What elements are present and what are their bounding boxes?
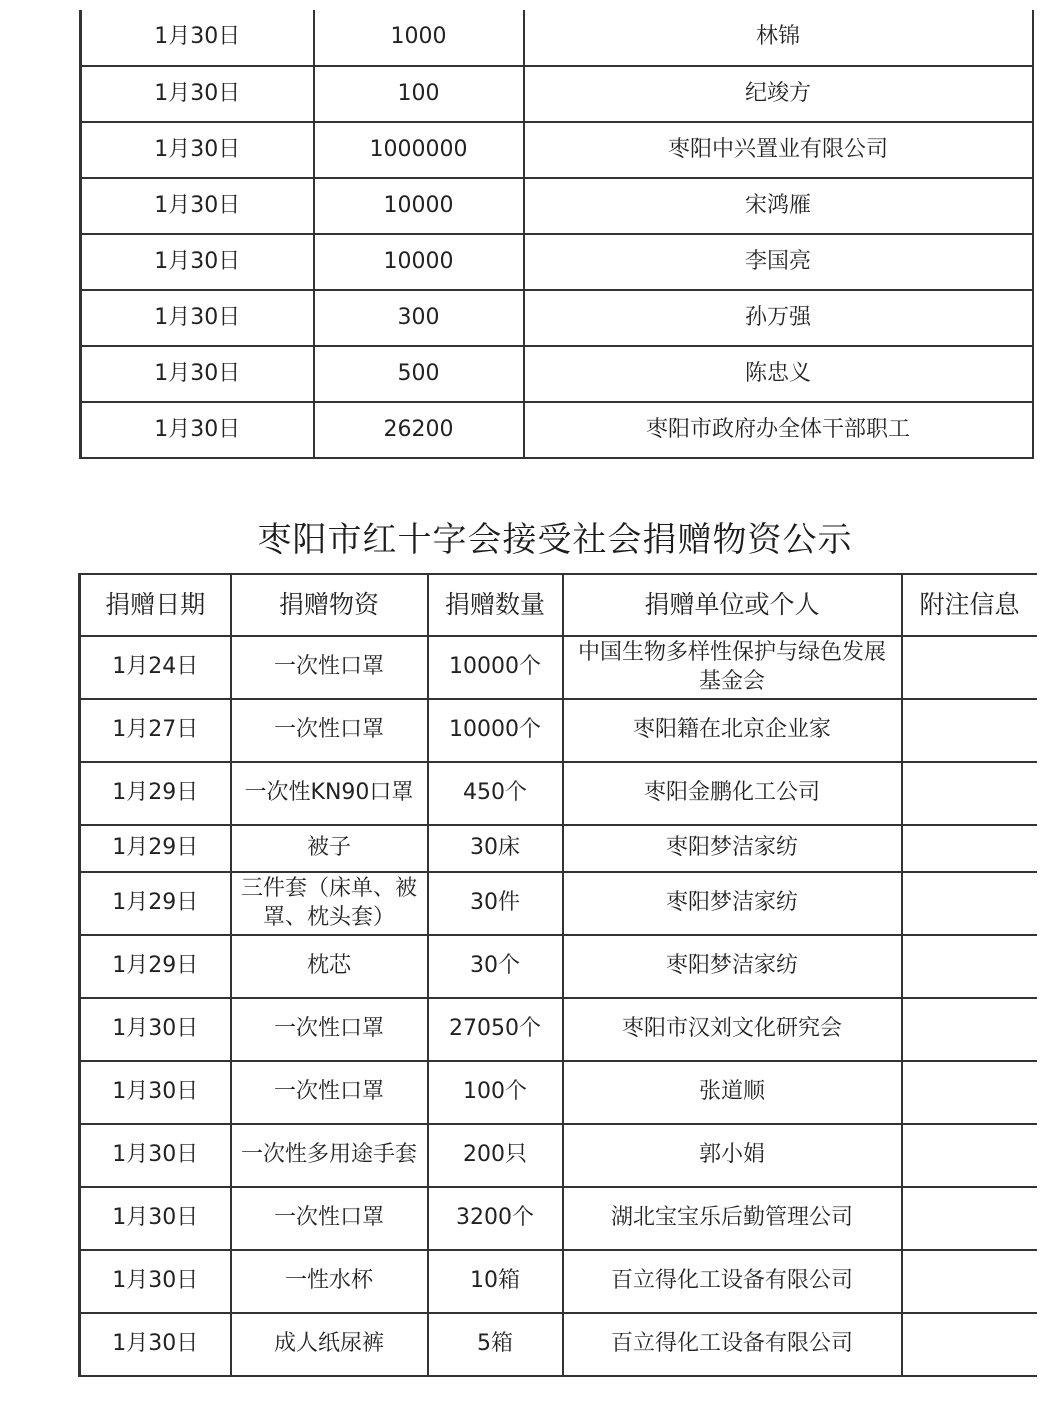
date-cell: 1月30日 (80, 1124, 231, 1187)
item-cell: 一次性口罩 (231, 1187, 428, 1250)
note-cell (902, 1313, 1037, 1376)
quantity-cell: 27050个 (428, 998, 563, 1061)
date-cell: 1月27日 (80, 699, 231, 762)
date-cell: 1月29日 (80, 762, 231, 825)
date-cell: 1月24日 (80, 636, 231, 699)
item-cell: 一次性口罩 (231, 998, 428, 1061)
donor-cell: 枣阳金鹏化工公司 (563, 762, 902, 825)
donor-cell: 枣阳中兴置业有限公司 (524, 122, 1033, 178)
goods-donation-rows (80, 636, 1037, 1376)
donor-cell: 中国生物多样性保护与绿色发展基金会 (563, 636, 902, 699)
item-cell: 枕芯 (231, 935, 428, 998)
quantity-cell: 450个 (428, 762, 563, 825)
donor-cell: 纪竣方 (524, 66, 1033, 122)
amount-cell: 1000000 (314, 122, 524, 178)
goods-table-header (80, 574, 1037, 636)
amount-cell: 300 (314, 290, 524, 346)
quantity-cell: 100个 (428, 1061, 563, 1124)
donor-cell: 陈忠义 (524, 346, 1033, 402)
table-row (80, 636, 1037, 699)
table-row (80, 1124, 1037, 1187)
donor-cell: 枣阳市汉刘文化研究会 (563, 998, 902, 1061)
amount-cell: 500 (314, 346, 524, 402)
note-cell (902, 1124, 1037, 1187)
date-cell: 1月30日 (81, 290, 314, 346)
donor-cell: 林锦 (524, 10, 1033, 66)
note-cell (902, 825, 1037, 872)
table-row (80, 998, 1037, 1061)
quantity-cell: 30件 (428, 872, 563, 935)
header-item: 捐赠物资 (231, 574, 428, 636)
table-row (81, 178, 1033, 234)
note-cell (902, 636, 1037, 699)
table-row (81, 290, 1033, 346)
donor-cell: 枣阳梦洁家纺 (563, 935, 902, 998)
table-row (81, 122, 1033, 178)
note-cell (902, 1061, 1037, 1124)
header-quantity: 捐赠数量 (428, 574, 563, 636)
quantity-cell: 10000个 (428, 636, 563, 699)
header-date: 捐赠日期 (80, 574, 231, 636)
donor-cell: 百立得化工设备有限公司 (563, 1313, 902, 1376)
goods-donation-table (78, 573, 1037, 1377)
date-cell: 1月30日 (80, 1061, 231, 1124)
date-cell: 1月30日 (81, 346, 314, 402)
item-cell: 一次性KN90口罩 (231, 762, 428, 825)
note-cell (902, 1187, 1037, 1250)
note-cell (902, 699, 1037, 762)
donor-cell: 李国亮 (524, 234, 1033, 290)
header-row (80, 574, 1037, 636)
cash-donation-table (79, 10, 1034, 459)
item-cell: 一性水杯 (231, 1250, 428, 1313)
table-row (81, 66, 1033, 122)
donor-cell: 宋鸿雁 (524, 178, 1033, 234)
amount-cell: 100 (314, 66, 524, 122)
date-cell: 1月30日 (81, 234, 314, 290)
table-row (80, 825, 1037, 872)
item-cell: 三件套（床单、被罩、枕头套） (231, 872, 428, 935)
date-cell: 1月30日 (80, 1250, 231, 1313)
quantity-cell: 30个 (428, 935, 563, 998)
date-cell: 1月30日 (81, 178, 314, 234)
donor-cell: 张道顺 (563, 1061, 902, 1124)
table-row (80, 1187, 1037, 1250)
header-note: 附注信息 (902, 574, 1037, 636)
donor-cell: 郭小娟 (563, 1124, 902, 1187)
item-cell: 一次性口罩 (231, 636, 428, 699)
amount-cell: 10000 (314, 234, 524, 290)
table-row (80, 762, 1037, 825)
donor-cell: 湖北宝宝乐后勤管理公司 (563, 1187, 902, 1250)
quantity-cell: 10000个 (428, 699, 563, 762)
amount-cell: 10000 (314, 178, 524, 234)
table-row (80, 872, 1037, 935)
quantity-cell: 30床 (428, 825, 563, 872)
date-cell: 1月30日 (81, 66, 314, 122)
date-cell: 1月30日 (81, 402, 314, 458)
table-row (80, 1061, 1037, 1124)
date-cell: 1月29日 (80, 825, 231, 872)
donor-cell: 孙万强 (524, 290, 1033, 346)
date-cell: 1月29日 (80, 935, 231, 998)
donor-cell: 枣阳市政府办全体干部职工 (524, 402, 1033, 458)
table-row (80, 699, 1037, 762)
note-cell (902, 762, 1037, 825)
item-cell: 一次性多用途手套 (231, 1124, 428, 1187)
item-cell: 成人纸尿裤 (231, 1313, 428, 1376)
goods-table-title: 枣阳市红十字会接受社会捐赠物资公示 (257, 520, 853, 560)
donor-cell: 枣阳梦洁家纺 (563, 825, 902, 872)
amount-cell: 26200 (314, 402, 524, 458)
date-cell: 1月29日 (80, 872, 231, 935)
table-row (81, 234, 1033, 290)
table-row (80, 1250, 1037, 1313)
donor-cell: 枣阳籍在北京企业家 (563, 699, 902, 762)
quantity-cell: 5箱 (428, 1313, 563, 1376)
quantity-cell: 10箱 (428, 1250, 563, 1313)
quantity-cell: 200只 (428, 1124, 563, 1187)
date-cell: 1月30日 (81, 122, 314, 178)
item-cell: 被子 (231, 825, 428, 872)
note-cell (902, 998, 1037, 1061)
header-donor: 捐赠单位或个人 (563, 574, 902, 636)
note-cell (902, 872, 1037, 935)
table-row (81, 402, 1033, 458)
item-cell: 一次性口罩 (231, 1061, 428, 1124)
table-row (81, 346, 1033, 402)
cash-donation-rows (81, 10, 1033, 458)
note-cell (902, 1250, 1037, 1313)
date-cell: 1月30日 (80, 998, 231, 1061)
date-cell: 1月30日 (80, 1313, 231, 1376)
donor-cell: 百立得化工设备有限公司 (563, 1250, 902, 1313)
note-cell (902, 935, 1037, 998)
table-row (80, 1313, 1037, 1376)
date-cell: 1月30日 (80, 1187, 231, 1250)
quantity-cell: 3200个 (428, 1187, 563, 1250)
table-row (80, 935, 1037, 998)
donor-cell: 枣阳梦洁家纺 (563, 872, 902, 935)
item-cell: 一次性口罩 (231, 699, 428, 762)
table-row (81, 10, 1033, 66)
date-cell: 1月30日 (81, 10, 314, 66)
amount-cell: 1000 (314, 10, 524, 66)
